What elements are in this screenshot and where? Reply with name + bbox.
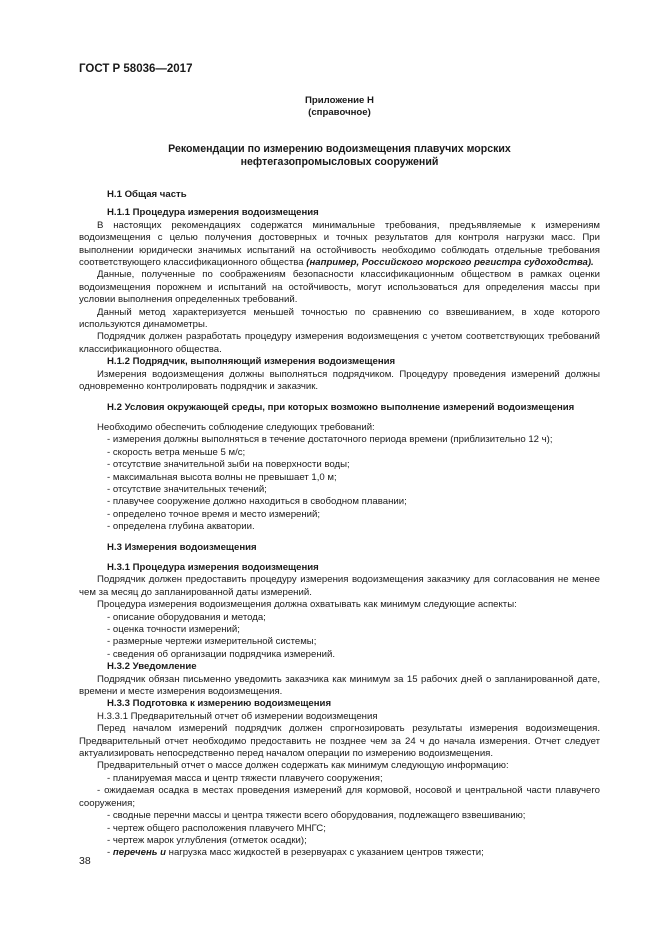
paragraph: Подрядчик обязан письменно уведомить заказчика как минимум за 15 рабочих дней о запланированной дате, времени и месте измерения водоизмещения. bbox=[79, 673, 600, 698]
appendix-block bbox=[79, 95, 600, 120]
list-item bbox=[79, 847, 600, 859]
paragraph: Измерения водоизмещения должны выполняться подрядчиком. Процедуру проведения измерений должны одновременно контролировать подрядчик и заказчик. bbox=[79, 368, 600, 393]
subsection-heading: Н.1.2 Подрядчик, выполняющий измерения водоизмещения bbox=[107, 356, 396, 368]
list-item: - описание оборудования и метода; bbox=[107, 611, 266, 623]
paragraph: Предварительный отчет о массе должен содержать как минимум следующую информацию: bbox=[97, 760, 509, 772]
list-item: - чертеж марок углубления (отметок осадки); bbox=[107, 834, 307, 846]
list-item: - скорость ветра меньше 5 м/с; bbox=[107, 446, 246, 458]
list-dash: - bbox=[107, 847, 113, 859]
section-heading: Н.2 Условия окружающей среды, при которых возможно выполнение измерений водоизмещения bbox=[107, 401, 575, 413]
paragraph: Подрядчик должен предоставить процедуру измерения водоизмещения заказчику для согласования не менее чем за месяц до запланированной даты измерений. bbox=[79, 574, 600, 598]
list-item: - оценка точности измерений; bbox=[107, 624, 240, 635]
standard-number: ГОСТ Р 58036—2017 bbox=[79, 63, 193, 75]
document-body bbox=[79, 189, 600, 860]
paragraph: Данные, полученные по соображениям безопасности классификационным обществом в рамках оценки водоизмещения порожнем и испытаний на остойчивость, могут использоваться для определения массы при условии выполнения определенных требований. bbox=[79, 269, 600, 306]
subsection-heading: Н.3.2 Уведомление bbox=[107, 661, 197, 673]
subsection-heading: Н.3.3 Подготовка к измерению водоизмещения bbox=[107, 698, 332, 710]
list-item: - размерные чертежи измерительной системы; bbox=[107, 636, 317, 648]
appendix-type: (справочное) bbox=[308, 107, 371, 119]
subsection-heading: Н.1.1 Процедура измерения водоизмещения bbox=[107, 207, 319, 219]
paragraph: Перед началом измерений подрядчик должен спрогнозировать результаты измерения водоизмещения. Предварительный отчет необходимо предоставить не позднее чем за 24 ч до начала измерения. Отчет следует актуализировать непосредственно перед началом операции по измерению водоизмещения. bbox=[79, 723, 600, 760]
paragraph: Необходимо обеспечить соблюдение следующих требований: bbox=[97, 421, 375, 433]
emphasis-text: перечень и bbox=[112, 847, 166, 859]
list-item: - максимальная высота волны не превышает 1,0 м; bbox=[107, 471, 337, 483]
list-item: - ожидаемая осадка в местах проведения измерений для кормовой, носовой и центральной части плавучего сооружения; bbox=[79, 785, 600, 809]
list-item: - сводные перечни массы и центра тяжести всего оборудования, подлежащего взвешиванию; bbox=[107, 810, 526, 822]
paragraph: Данный метод характеризуется меньшей точностью по сравнению со взвешиванием, в ходе которого используются динамометры. bbox=[79, 306, 600, 331]
section-heading: Н.1 Общая часть bbox=[107, 189, 187, 200]
title-line-1: Рекомендации по измерению водоизмещения плавучих морских bbox=[168, 143, 511, 155]
paragraph: Подрядчик должен разработать процедуру измерения водоизмещения с учетом соответствующих требований классификационного общества. bbox=[79, 331, 600, 355]
list-item: - измерения должны выполняться в течение достаточного периода времени (приблизительно 12 ч); bbox=[107, 434, 553, 446]
clause-heading: Н.3.3.1 Предварительный отчет об измерении водоизмещения bbox=[97, 710, 378, 722]
emphasis-text: (например, Российского морского регистра судоходства). bbox=[306, 257, 594, 269]
title-line-2: нефтегазопромысловых сооружений bbox=[240, 156, 439, 168]
page-number: 38 bbox=[79, 855, 91, 867]
list-item: - плавучее сооружение должно находиться в свободном плавании; bbox=[107, 496, 407, 508]
paragraph: Процедура измерения водоизмещения должна охватывать как минимум следующие аспекты: bbox=[97, 599, 517, 611]
section-heading: Н.3 Измерения водоизмещения bbox=[107, 541, 257, 553]
list-item: - сведения об организации подрядчика измерений. bbox=[107, 648, 336, 660]
paragraph-text: В настоящих рекомендациях содержатся минимальные требования, предъявляемые к измерениям водоизмещения с целью получения достоверных и точных результатов для контроля нагрузки масс. При выполнении юридически значимых испытаний на остойчивость необходимо соблюдать отдельные требования соответствующего классификационного общества bbox=[79, 219, 600, 269]
list-item: - определено точное время и место измерений; bbox=[107, 508, 321, 520]
subsection-heading: Н.3.1 Процедура измерения водоизмещения bbox=[107, 561, 319, 573]
list-item-text: нагрузка масс жидкостей в резервуарах с указанием центров тяжести; bbox=[165, 847, 484, 859]
list-item: - планируемая масса и центр тяжести плавучего сооружения; bbox=[107, 772, 383, 784]
list-item: - отсутствие значительной зыби на поверхности воды; bbox=[107, 459, 350, 471]
list-item: - отсутствие значительных течений; bbox=[107, 483, 267, 495]
appendix-label: Приложение Н bbox=[305, 95, 374, 106]
appendix-title bbox=[79, 143, 600, 169]
paragraph bbox=[79, 220, 600, 270]
list-item: - чертеж общего расположения плавучего МНГС; bbox=[107, 822, 326, 834]
list-item: - определена глубина акватории. bbox=[107, 521, 255, 533]
